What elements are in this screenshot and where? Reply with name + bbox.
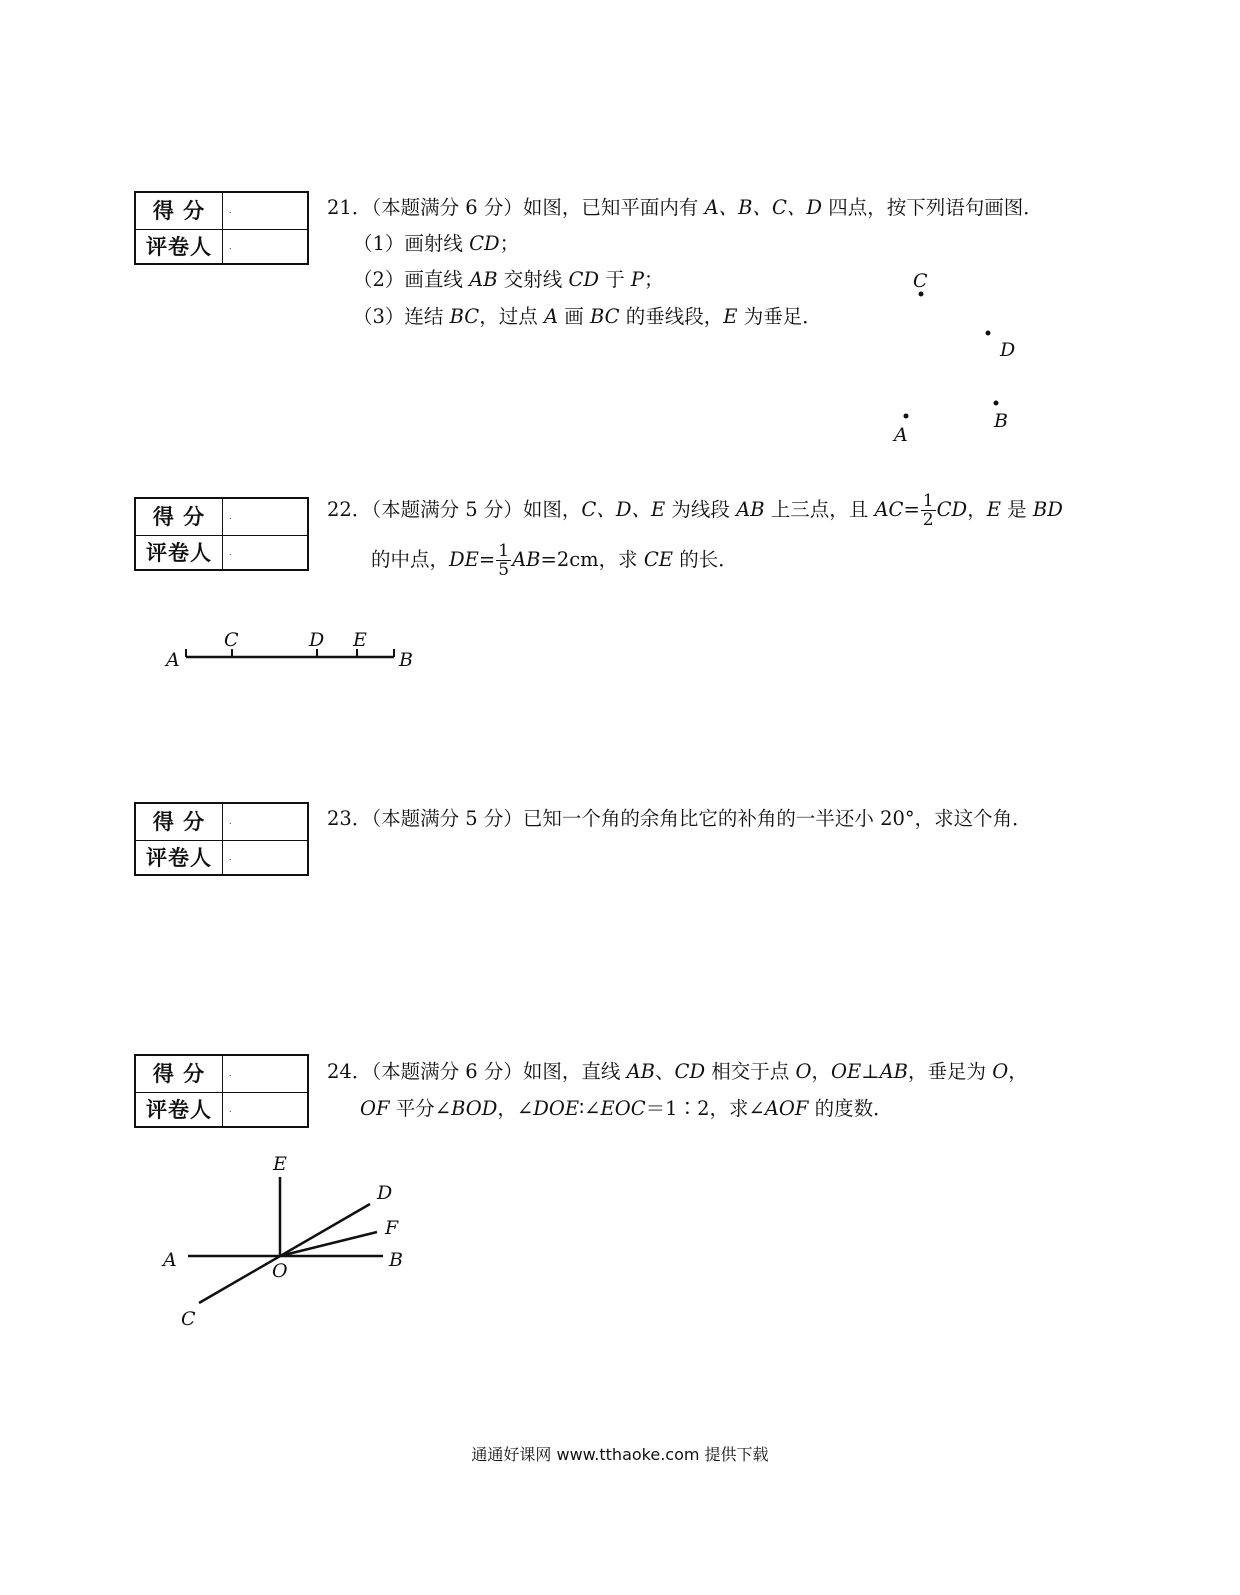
score-table-q24 — [134, 1054, 309, 1128]
q24-stem-line1: 24．（本题满分 6 分）如图，直线 AB、CD 相交于点 O，OE⊥AB，垂足为 O， — [327, 1060, 1028, 1083]
label-d: D — [377, 1182, 393, 1204]
q24-figure — [155, 1150, 415, 1335]
score-label: 得 分 — [136, 1056, 223, 1092]
label-b: B — [389, 1249, 403, 1271]
q21-figure — [880, 260, 1040, 450]
grader-value: . — [229, 242, 232, 251]
q24-stem-line2: OF 平分∠BOD，∠DOE∶∠EOC＝1∶2，求∠AOF 的度数． — [360, 1097, 893, 1120]
fraction-one-fifth: $\frac{1}{5}$ — [498, 541, 510, 580]
score-value: . — [229, 1069, 232, 1078]
label-a: A — [894, 424, 908, 446]
q21-item-3: （3）连结 BC，过点 A 画 BC 的垂线段，E 为垂足． — [353, 305, 822, 328]
q22-stem-line1: 22．（本题满分 5 分）如图，C、D、E 为线段 AB 上三点，且 AC= $\frac{1}{2}$ CD，E 是 BD — [327, 491, 1063, 530]
label-d: D — [309, 629, 325, 651]
grader-label: 评卷人 — [136, 535, 223, 571]
grader-value: . — [229, 548, 232, 557]
q21-item-1: （1）画射线 CD； — [353, 232, 520, 255]
grader-label: 评卷人 — [136, 1092, 223, 1128]
label-e: E — [353, 629, 367, 651]
line-cd — [199, 1204, 370, 1303]
grader-label: 评卷人 — [136, 840, 223, 876]
label-d: D — [1000, 339, 1016, 361]
score-table-q23 — [134, 802, 309, 876]
score-value: . — [229, 512, 232, 521]
q23-stem: 23．（本题满分 5 分）已知一个角的余角比它的补角的一半还小 20°，求这个角． — [327, 807, 1032, 830]
label-b: B — [399, 649, 413, 671]
grader-label: 评卷人 — [136, 229, 223, 265]
grader-value: . — [229, 853, 232, 862]
label-b: B — [994, 410, 1008, 432]
score-table-q21 — [134, 191, 309, 265]
score-label: 得 分 — [136, 804, 223, 840]
q22-figure — [160, 625, 430, 680]
score-table-q22 — [134, 497, 309, 571]
grader-value: . — [229, 1105, 232, 1114]
point-b — [994, 401, 999, 406]
page-footer: 通通好课网 www.tthaoke.com 提供下载 — [471, 1445, 769, 1464]
label-c: C — [224, 629, 239, 651]
point-a — [904, 414, 909, 419]
label-a: A — [166, 649, 180, 671]
label-c: C — [181, 1308, 196, 1330]
q21-stem: 21．（本题满分 6 分）如图，已知平面内有 A、B、C、D 四点，按下列语句画图． — [327, 196, 1043, 219]
point-d — [986, 331, 991, 336]
label-o: O — [272, 1260, 288, 1282]
score-value: . — [229, 817, 232, 826]
score-label: 得 分 — [136, 193, 223, 229]
label-f: F — [385, 1217, 399, 1239]
ray-of — [280, 1232, 377, 1256]
score-label: 得 分 — [136, 499, 223, 535]
score-value: . — [229, 206, 232, 215]
q22-stem-line2: 的中点，DE= $\frac{1}{5}$ AB=2cm，求 CE 的长． — [371, 541, 738, 580]
label-a: A — [163, 1249, 177, 1271]
label-c: C — [913, 270, 928, 292]
q21-item-2: （2）画直线 AB 交射线 CD 于 P； — [353, 268, 664, 291]
fraction-one-half: $\frac{1}{2}$ — [922, 491, 934, 530]
label-e: E — [273, 1153, 287, 1175]
point-c — [919, 292, 924, 297]
